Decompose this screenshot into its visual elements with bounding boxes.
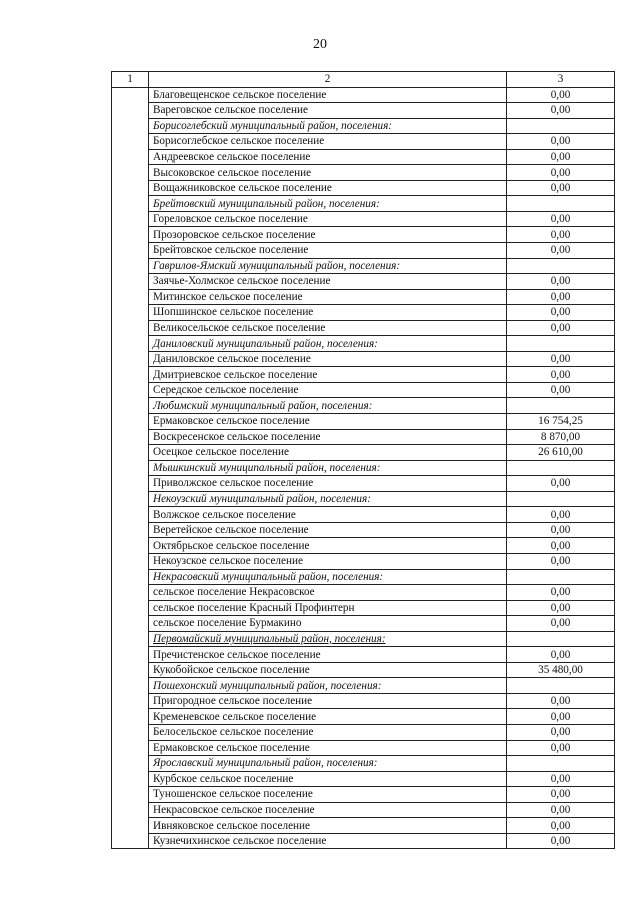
amount-value: 0,00 bbox=[507, 724, 615, 740]
table-row bbox=[112, 305, 615, 321]
table-row bbox=[112, 771, 615, 787]
amount-value: 0,00 bbox=[507, 585, 615, 601]
amount-value: 0,00 bbox=[507, 802, 615, 818]
settlements-table bbox=[111, 71, 615, 849]
settlement-name: Заячье-Холмское сельское поселение bbox=[149, 274, 507, 290]
table-row bbox=[112, 149, 615, 165]
amount-value bbox=[507, 756, 615, 772]
settlement-name: Вощажниковское сельское поселение bbox=[149, 180, 507, 196]
district-label: Некрасовский муниципальный район, поселения: bbox=[149, 569, 507, 585]
group-header-row bbox=[112, 569, 615, 585]
table-row bbox=[112, 833, 615, 849]
amount-value: 0,00 bbox=[507, 693, 615, 709]
settlement-name: Туношенское сельское поселение bbox=[149, 787, 507, 803]
settlement-name: Дмитриевское сельское поселение bbox=[149, 367, 507, 383]
column-header-1: 1 bbox=[112, 72, 149, 88]
amount-value bbox=[507, 258, 615, 274]
settlement-name: Даниловское сельское поселение bbox=[149, 351, 507, 367]
amount-value bbox=[507, 196, 615, 212]
amount-value: 0,00 bbox=[507, 522, 615, 538]
settlement-name: Курбское сельское поселение bbox=[149, 771, 507, 787]
amount-value: 0,00 bbox=[507, 134, 615, 150]
table-row bbox=[112, 382, 615, 398]
district-label: Брейтовский муниципальный район, поселения: bbox=[149, 196, 507, 212]
settlement-name: Ермаковское сельское поселение bbox=[149, 740, 507, 756]
amount-value: 26 610,00 bbox=[507, 445, 615, 461]
group-header-row bbox=[112, 678, 615, 694]
settlement-name: Митинское сельское поселение bbox=[149, 289, 507, 305]
settlement-name: Высоковское сельское поселение bbox=[149, 165, 507, 181]
table-row bbox=[112, 87, 615, 103]
table-row bbox=[112, 522, 615, 538]
amount-value: 0,00 bbox=[507, 833, 615, 849]
settlement-name: Некрасовское сельское поселение bbox=[149, 802, 507, 818]
group-header-row bbox=[112, 336, 615, 352]
row-number-cell bbox=[112, 87, 149, 849]
amount-value: 0,00 bbox=[507, 771, 615, 787]
table-row bbox=[112, 600, 615, 616]
amount-value: 0,00 bbox=[507, 149, 615, 165]
district-label: Пошехонский муниципальный район, поселения: bbox=[149, 678, 507, 694]
amount-value: 0,00 bbox=[507, 180, 615, 196]
group-header-row bbox=[112, 756, 615, 772]
table-row bbox=[112, 274, 615, 290]
settlement-name: сельское поселение Красный Профинтерн bbox=[149, 600, 507, 616]
table-row bbox=[112, 134, 615, 150]
table-row bbox=[112, 507, 615, 523]
table-row bbox=[112, 693, 615, 709]
table-row bbox=[112, 351, 615, 367]
amount-value: 0,00 bbox=[507, 709, 615, 725]
amount-value: 16 754,25 bbox=[507, 414, 615, 430]
group-header-row bbox=[112, 196, 615, 212]
settlement-name: Ивняковское сельское поселение bbox=[149, 818, 507, 834]
amount-value bbox=[507, 631, 615, 647]
table-row bbox=[112, 243, 615, 259]
district-label: Гаврилов-Ямский муниципальный район, поселения: bbox=[149, 258, 507, 274]
settlement-name: Шопшинское сельское поселение bbox=[149, 305, 507, 321]
amount-value: 0,00 bbox=[507, 165, 615, 181]
settlement-name: Ермаковское сельское поселение bbox=[149, 414, 507, 430]
settlement-name: Приволжское сельское поселение bbox=[149, 476, 507, 492]
amount-value: 0,00 bbox=[507, 647, 615, 663]
table-row bbox=[112, 445, 615, 461]
settlement-name: Кукобойское сельское поселение bbox=[149, 662, 507, 678]
settlement-name: Кузнечихинское сельское поселение bbox=[149, 833, 507, 849]
amount-value: 0,00 bbox=[507, 787, 615, 803]
table-header-row bbox=[112, 72, 615, 88]
settlement-name: Гореловское сельское поселение bbox=[149, 211, 507, 227]
amount-value bbox=[507, 460, 615, 476]
settlement-name: Великосельское сельское поселение bbox=[149, 320, 507, 336]
table-row bbox=[112, 429, 615, 445]
amount-value: 0,00 bbox=[507, 616, 615, 632]
amount-value: 0,00 bbox=[507, 553, 615, 569]
amount-value: 0,00 bbox=[507, 600, 615, 616]
settlement-name: Кременевское сельское поселение bbox=[149, 709, 507, 725]
column-header-2: 2 bbox=[149, 72, 507, 88]
table-row bbox=[112, 227, 615, 243]
settlement-name: сельское поселение Бурмакино bbox=[149, 616, 507, 632]
table-row bbox=[112, 647, 615, 663]
amount-value bbox=[507, 678, 615, 694]
district-label: Любимский муниципальный район, поселения: bbox=[149, 398, 507, 414]
column-header-3: 3 bbox=[507, 72, 615, 88]
table-row bbox=[112, 553, 615, 569]
table-row bbox=[112, 802, 615, 818]
table-row bbox=[112, 211, 615, 227]
amount-value: 0,00 bbox=[507, 243, 615, 259]
settlement-name: Веретейское сельское поселение bbox=[149, 522, 507, 538]
table-row bbox=[112, 367, 615, 383]
table-row bbox=[112, 818, 615, 834]
group-header-row bbox=[112, 460, 615, 476]
amount-value: 0,00 bbox=[507, 305, 615, 321]
amount-value bbox=[507, 118, 615, 134]
settlement-name: Андреевское сельское поселение bbox=[149, 149, 507, 165]
amount-value: 0,00 bbox=[507, 227, 615, 243]
group-header-row bbox=[112, 491, 615, 507]
table-row bbox=[112, 585, 615, 601]
settlement-name: Волжское сельское поселение bbox=[149, 507, 507, 523]
table-row bbox=[112, 476, 615, 492]
table-row bbox=[112, 616, 615, 632]
settlement-name: Некоузское сельское поселение bbox=[149, 553, 507, 569]
table-row bbox=[112, 289, 615, 305]
district-label: Первомайский муниципальный район, поселения: bbox=[149, 631, 507, 647]
amount-value: 0,00 bbox=[507, 289, 615, 305]
group-header-row bbox=[112, 258, 615, 274]
amount-value: 8 870,00 bbox=[507, 429, 615, 445]
amount-value: 0,00 bbox=[507, 367, 615, 383]
table-row bbox=[112, 740, 615, 756]
amount-value bbox=[507, 569, 615, 585]
settlement-name: Пречистенское сельское поселение bbox=[149, 647, 507, 663]
amount-value: 0,00 bbox=[507, 87, 615, 103]
amount-value bbox=[507, 398, 615, 414]
table-row bbox=[112, 724, 615, 740]
table-row bbox=[112, 180, 615, 196]
settlement-name: Пригородное сельское поселение bbox=[149, 693, 507, 709]
amount-value: 35 480,00 bbox=[507, 662, 615, 678]
table-row bbox=[112, 103, 615, 119]
district-label: Ярославский муниципальный район, поселения: bbox=[149, 756, 507, 772]
table-row bbox=[112, 538, 615, 554]
amount-value: 0,00 bbox=[507, 211, 615, 227]
settlement-name: Середское сельское поселение bbox=[149, 382, 507, 398]
district-label: Мышкинский муниципальный район, поселения: bbox=[149, 460, 507, 476]
group-header-row bbox=[112, 631, 615, 647]
district-label: Борисоглебский муниципальный район, поселения: bbox=[149, 118, 507, 134]
table-row bbox=[112, 787, 615, 803]
amount-value: 0,00 bbox=[507, 351, 615, 367]
amount-value: 0,00 bbox=[507, 320, 615, 336]
settlement-name: Брейтовское сельское поселение bbox=[149, 243, 507, 259]
settlement-name: Осецкое сельское поселение bbox=[149, 445, 507, 461]
district-label: Некоузский муниципальный район, поселения: bbox=[149, 491, 507, 507]
settlement-name: Благовещенское сельское поселение bbox=[149, 87, 507, 103]
amount-value: 0,00 bbox=[507, 740, 615, 756]
group-header-row bbox=[112, 118, 615, 134]
page-number: 20 bbox=[313, 37, 327, 52]
settlement-name: Прозоровское сельское поселение bbox=[149, 227, 507, 243]
settlement-name: Белосельское сельское поселение bbox=[149, 724, 507, 740]
table-row bbox=[112, 662, 615, 678]
settlement-name: Вареговское сельское поселение bbox=[149, 103, 507, 119]
amount-value: 0,00 bbox=[507, 382, 615, 398]
amount-value: 0,00 bbox=[507, 538, 615, 554]
amount-value: 0,00 bbox=[507, 476, 615, 492]
amount-value: 0,00 bbox=[507, 274, 615, 290]
amount-value bbox=[507, 491, 615, 507]
table-row bbox=[112, 414, 615, 430]
settlement-name: Борисоглебское сельское поселение bbox=[149, 134, 507, 150]
amount-value: 0,00 bbox=[507, 103, 615, 119]
table-row bbox=[112, 320, 615, 336]
settlement-name: Воскресенское сельское поселение bbox=[149, 429, 507, 445]
district-label: Даниловский муниципальный район, поселения: bbox=[149, 336, 507, 352]
group-header-row bbox=[112, 398, 615, 414]
amount-value bbox=[507, 336, 615, 352]
amount-value: 0,00 bbox=[507, 507, 615, 523]
settlement-name: сельское поселение Некрасовское bbox=[149, 585, 507, 601]
amount-value: 0,00 bbox=[507, 818, 615, 834]
table-row bbox=[112, 709, 615, 725]
settlement-name: Октябрьское сельское поселение bbox=[149, 538, 507, 554]
table-row bbox=[112, 165, 615, 181]
